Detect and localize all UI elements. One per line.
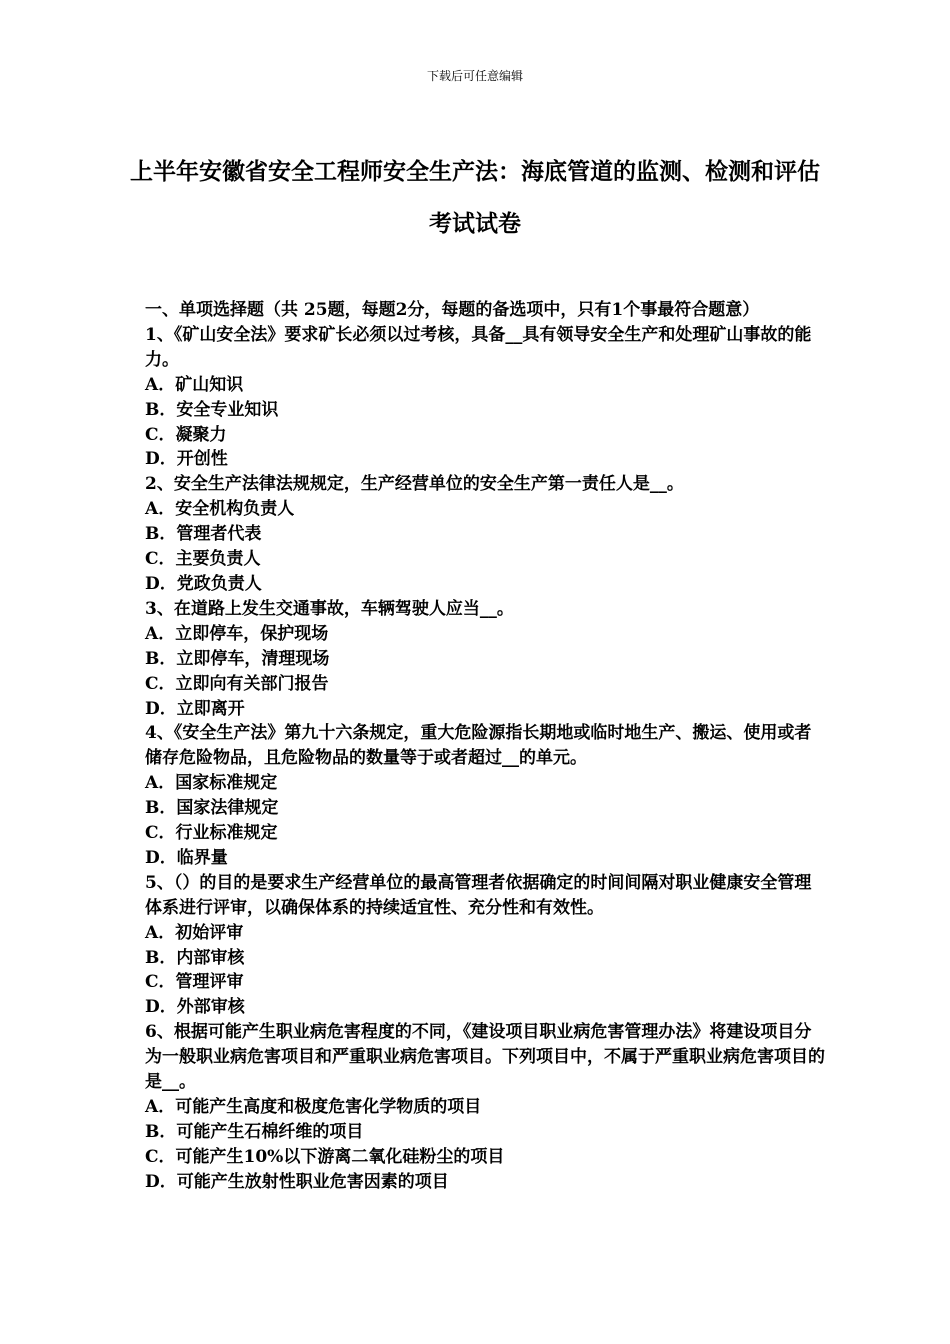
question-1-option-b: B．安全专业知识	[145, 399, 279, 420]
question-1-option-c: C．凝聚力	[145, 424, 227, 445]
document-title: 上半年安徽省安全工程师安全生产法：海底管道的监测、检测和评估考试试卷	[130, 158, 820, 237]
question-2-option-b: B．管理者代表	[145, 524, 262, 545]
question-1-option-d: D．开创性	[145, 449, 228, 470]
question-6-option-c: C．可能产生10%以下游离二氧化硅粉尘的项目	[145, 1146, 505, 1167]
header-note: 下载后可任意编辑	[426, 69, 523, 83]
question-5-option-d: D．外部审核	[145, 997, 245, 1018]
question-5-option-a: A．初始评审	[145, 922, 244, 943]
question-6-option-b: B．可能产生石棉纤维的项目	[145, 1121, 364, 1142]
question-stem-6: 6、根据可能产生职业病危害程度的不同，《建设项目职业病危害管理办法》将建设项目分为一般职业病危害项目和严重职业病危害项目。下列项目中，不属于严重职业病危害项目的是__。	[145, 1022, 825, 1093]
question-5-option-b: B．内部审核	[145, 947, 245, 968]
question-4-option-b: B．国家法律规定	[145, 798, 279, 819]
question-3-option-b: B．立即停车，清理现场	[145, 648, 330, 669]
question-2-option-a: A．安全机构负责人	[145, 499, 295, 520]
question-stem-3: 3、在道路上发生交通事故，车辆驾驶人应当__。	[145, 598, 514, 619]
question-stem-5: 5、（）的目的是要求生产经营单位的最高管理者依据确定的时间间隔对职业健康安全管理体系进行评审，以确保体系的持续适宜性、充分性和有效性。	[145, 872, 812, 918]
question-2-option-c: C．主要负责人	[145, 549, 261, 570]
question-6-option-d: D．可能产生放射性职业危害因素的项目	[145, 1171, 449, 1192]
question-4-option-a: A．国家标准规定	[145, 773, 278, 794]
question-4-option-c: C．行业标准规定	[145, 823, 278, 844]
question-stem-4: 4、《安全生产法》第九十六条规定，重大危险源指长期地或临时地生产、搬运、使用或者储存危险物品，且危险物品的数量等于或者超过__的单元。	[145, 723, 812, 769]
question-stem-2: 2、安全生产法律法规规定，生产经营单位的安全生产第一责任人是__。	[145, 474, 684, 495]
question-3-option-c: C．立即向有关部门报告	[145, 673, 329, 694]
question-stem-1: 1、《矿山安全法》要求矿长必须以过考核，具备__具有领导安全生产和处理矿山事故的能力。	[145, 324, 812, 370]
question-1-option-a: A．矿山知识	[145, 374, 244, 395]
question-3-option-d: D．立即离开	[145, 698, 245, 719]
question-3-option-a: A．立即停车，保护现场	[145, 623, 329, 644]
section-heading: 一、单项选择题（共 25题，每题2分，每题的备选项中，只有1个事最符合题意）	[145, 300, 760, 320]
question-4-option-d: D．临界量	[145, 847, 228, 868]
question-5-option-c: C．管理评审	[145, 972, 244, 993]
question-2-option-d: D．党政负责人	[145, 573, 262, 594]
question-6-option-a: A．可能产生高度和极度危害化学物质的项目	[145, 1097, 482, 1117]
exam-content	[145, 298, 825, 1195]
